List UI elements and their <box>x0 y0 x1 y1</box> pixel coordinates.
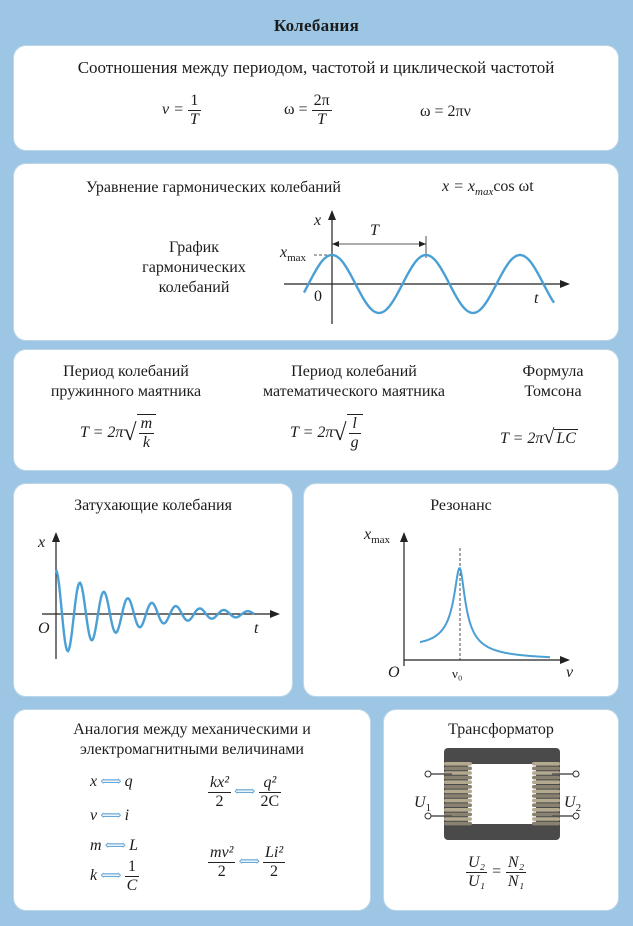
coil-turn <box>532 780 560 784</box>
damped-title: Затухающие колебания <box>74 497 232 514</box>
spring-title: Период колебаний пружинного маятника <box>50 363 202 400</box>
page-title: Колебания <box>273 16 360 35</box>
coil-turn <box>532 803 560 807</box>
transformer-ratio: $\frac{\text{U₂}}{\text{U₁}}$ = $\frac{\text{N₂}}{\text{N₁}}$ <box>468 854 525 890</box>
analogy-panel <box>14 710 370 910</box>
harmonic-panel <box>14 164 618 340</box>
resonance-panel <box>304 484 618 696</box>
harmonic-axis-t: t <box>534 290 539 307</box>
harmonic-period-label: T <box>370 222 379 239</box>
graph-caption: График гармонических колебаний <box>142 239 246 296</box>
analogy-pair: m ⟺ L <box>90 837 138 854</box>
coil-turn <box>444 776 472 780</box>
damped-axis-x: x <box>38 534 46 551</box>
analogy-title: Аналогия между механическими и электромагнитными величинами <box>73 721 311 758</box>
harmonic-xmax-label: $x_{max}$ <box>280 244 307 265</box>
analogy-pair: x ⟺ q <box>90 773 133 790</box>
math-formula: T = 2π√ $\frac{l}{g}$ <box>290 414 363 452</box>
harmonic-axis-x: x <box>314 212 322 229</box>
damped-panel <box>14 484 292 696</box>
coil-turn <box>444 790 472 794</box>
nu-formula: ν = $\frac{1}{T}$ <box>162 92 199 128</box>
periods-panel <box>14 350 618 470</box>
resonance-nu0: ν₀ <box>452 666 463 681</box>
coil-turn <box>532 794 560 798</box>
coil-turn <box>532 799 560 803</box>
coil-turn <box>444 817 472 821</box>
analogy-pair: v ⟺ i <box>90 807 130 824</box>
math-title: Период колебаний математического маятника <box>262 363 446 400</box>
coil-turn <box>532 817 560 821</box>
coil-turn <box>444 799 472 803</box>
relations-panel <box>14 46 618 150</box>
transformer-u2: $U_2$ <box>564 794 582 815</box>
thomson-formula: T = 2π√ LC <box>500 426 576 448</box>
coil-turn <box>444 762 472 766</box>
damped-origin: O <box>38 620 50 637</box>
coil-turn <box>444 808 472 812</box>
resonance-title: Резонанс <box>430 497 492 514</box>
relations-title: Соотношения между периодом, частотой и циклической частотой <box>77 58 555 77</box>
omega-nu-formula: ω = 2πν <box>420 103 471 120</box>
thomson-title: Формула Томсона <box>522 363 584 400</box>
resonance-graph <box>394 534 614 669</box>
analogy-pair: k ⟺ $\frac{1}{C}$ <box>90 858 138 894</box>
energy-pair: $\frac{\text{mv²}}{2}$ ⟺ $\frac{\text{Li²}}{2}$ <box>210 844 284 880</box>
coil-turn <box>444 822 472 826</box>
coil-turn <box>532 767 560 771</box>
resonance-axis-y: $x_{max}$ <box>364 526 391 547</box>
resonance-axis-x: ν <box>566 664 574 681</box>
transformer-title: Трансформатор <box>448 721 554 738</box>
spring-formula: T = 2π√ $\frac{m}{k}$ <box>80 414 156 452</box>
coil-turn <box>532 808 560 812</box>
coil-turn <box>444 780 472 784</box>
harmonic-equation: $x = x_{max}\cos$ ωt <box>442 178 534 199</box>
harmonic-origin: 0 <box>314 288 322 305</box>
transformer-panel <box>384 710 618 910</box>
coil-turn <box>444 803 472 807</box>
coil-turn <box>444 785 472 789</box>
coil-turn <box>444 767 472 771</box>
transformer-image <box>416 744 588 844</box>
resonance-origin: O <box>388 664 400 681</box>
damped-graph <box>34 534 284 664</box>
coil-turn <box>532 790 560 794</box>
omega-formula: ω = $\frac{2\pi}{T}$ <box>284 92 330 128</box>
transformer-u1: $U_1$ <box>414 794 432 815</box>
coil-turn <box>532 785 560 789</box>
coil-turn <box>532 762 560 766</box>
coil-turn <box>532 776 560 780</box>
coil-turn <box>532 822 560 826</box>
harmonic-graph <box>274 214 574 334</box>
coil-turn <box>444 794 472 798</box>
damped-axis-t: t <box>254 620 259 637</box>
harmonic-title: Уравнение гармонических колебаний <box>86 179 341 196</box>
energy-pair: $\frac{\text{kx²}}{2}$ ⟺ $\frac{\text{q²}}{2C}$ <box>210 774 280 810</box>
